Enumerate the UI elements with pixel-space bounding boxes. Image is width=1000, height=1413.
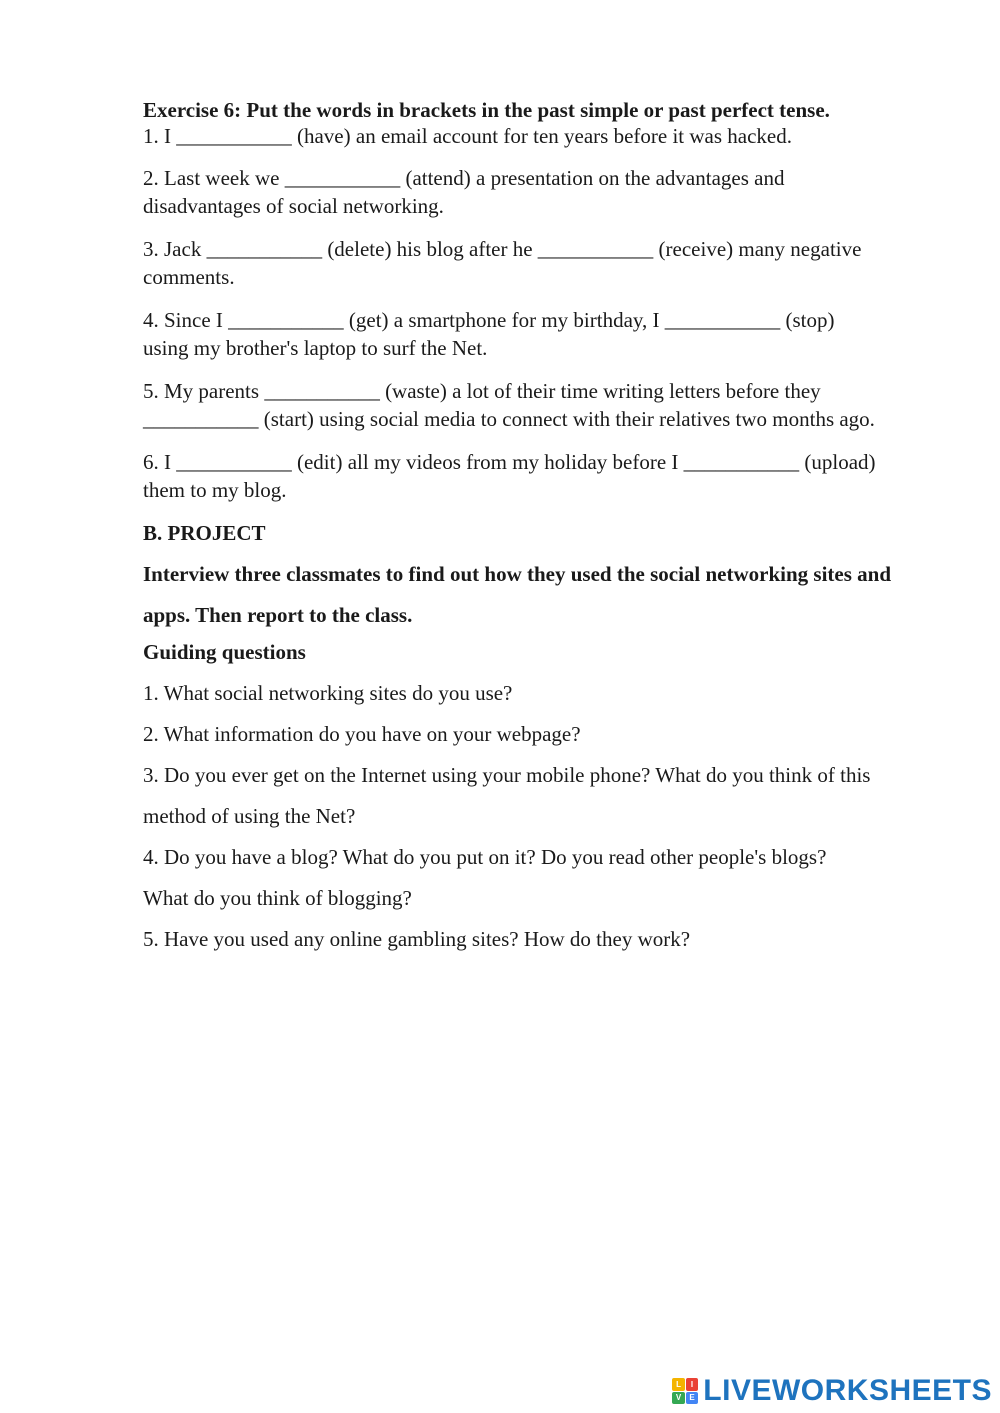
worksheet-page [143,96,904,960]
exercise-item-2: 2. Last week we ___________ (attend) a presentation on the advantages and disadvantages of social networking. [143,166,785,218]
guiding-questions-title: Guiding questions [143,640,306,664]
guiding-question-1: 1. What social networking sites do you use? [143,681,513,705]
exercise-item-4: 4. Since I ___________ (get) a smartphone for my birthday, I ___________ (stop) using my brother's laptop to surf the Net. [143,308,835,360]
liveworksheets-logo-text: LIVEWORKSHEETS [703,1374,992,1407]
guiding-question-4: 4. Do you have a blog? What do you put on it? Do you read other people's blogs? What do you think of blogging? [143,845,827,910]
guiding-questions-list [143,673,904,960]
project-title: B. PROJECT [143,521,266,545]
project-task: Interview three classmates to find out how they used the social networking sites and apps. Then report to the class. [143,562,892,627]
liveworksheets-logo[interactable] [672,1373,992,1409]
exercise-item-1: 1. I ___________ (have) an email account for ten years before it was hacked. [143,124,793,148]
logo-mark-letter: I [686,1378,699,1391]
guiding-question-5: 5. Have you used any online gambling sites? How do they work? [143,927,691,951]
logo-mark-letter: E [686,1392,699,1405]
guiding-question-3: 3. Do you ever get on the Internet using your mobile phone? What do you think of this method of using the Net? [143,763,871,828]
exercise-list [143,122,904,504]
logo-mark-letter: V [672,1392,685,1405]
exercise-heading: Exercise 6: Put the words in brackets in the past simple or past perfect tense. [143,98,830,122]
exercise-item-3: 3. Jack ___________ (delete) his blog after he ___________ (receive) many negative comments. [143,237,862,289]
exercise-item-6: 6. I ___________ (edit) all my videos from my holiday before I ___________ (upload) them to my blog. [143,450,876,502]
liveworksheets-logo-icon [672,1378,698,1404]
exercise-item-5: 5. My parents ___________ (waste) a lot of their time writing letters before they ___________ (start) using social media to connect with their relatives two months ago. [143,379,875,431]
guiding-question-2: 2. What information do you have on your webpage? [143,722,581,746]
logo-mark-letter: L [672,1378,685,1391]
